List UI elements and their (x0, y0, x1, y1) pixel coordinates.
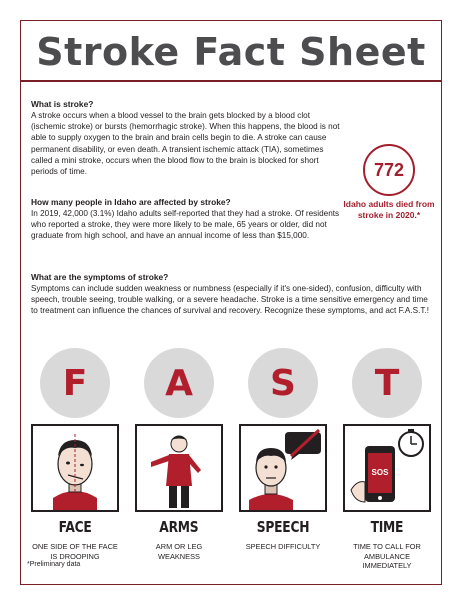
arms-icon (135, 424, 223, 512)
fast-word: ARMS (159, 518, 199, 536)
death-count-badge: 772 (363, 144, 415, 196)
fast-description: TIME TO CALL FOR AMBULANCE IMMEDIATELY (353, 542, 421, 570)
fast-letter: A (144, 348, 214, 418)
death-count-caption: Idaho adults died from stroke in 2020.* (343, 199, 435, 221)
fast-description: ONE SIDE OF THE FACE IS DROOPING (32, 542, 118, 561)
section-question: What is stroke? (31, 99, 94, 109)
fast-item-time (343, 348, 431, 571)
fast-letter: F (40, 348, 110, 418)
fast-letter: T (352, 348, 422, 418)
fast-description: SPEECH DIFFICULTY (245, 542, 321, 551)
phone-sos-label: SOS (371, 468, 389, 477)
page-title: Stroke Fact Sheet (36, 30, 426, 74)
fast-item-speech (239, 348, 327, 552)
section-question: How many people in Idaho are affected by stroke? (31, 197, 231, 207)
footnote: *Preliminary data (27, 561, 81, 568)
fast-item-face (31, 348, 119, 561)
fast-acronym-row (31, 348, 431, 588)
section-body: Symptoms can include sudden weakness or numbness (especially if it's one-sided), confusion, difficulty with speech, trouble seeing, trouble walking, or a severe headache. Stroke is a time sensitive emergency and time to treatment can influence the chances of survival and recovery. Recognize these symptoms, and act F.A.S.T.! (31, 284, 430, 316)
section-symptoms (31, 272, 436, 317)
title-divider (20, 80, 442, 82)
fast-word: TIME (370, 518, 404, 536)
fast-word: FACE (58, 518, 92, 536)
fast-letter: S (248, 348, 318, 418)
phone-clock-icon (343, 424, 431, 512)
section-body: In 2019, 42,000 (3.1%) Idaho adults self-reported that they had a stroke. Of residents who reported a stroke, they were more likely to be male, 65 years or older, did not graduate from high school, and have an annual income of less than $15,000. (31, 209, 340, 241)
fast-description: ARM OR LEG WEAKNESS (155, 542, 203, 561)
face-icon (31, 424, 119, 512)
fast-word: SPEECH (256, 518, 310, 536)
section-question: What are the symptoms of stroke? (31, 272, 169, 282)
speech-icon (239, 424, 327, 512)
section-idaho-affected (31, 197, 343, 242)
fast-item-arms (135, 348, 223, 561)
section-body: A stroke occurs when a blood vessel to the brain gets blocked by a blood clot (ischemic stroke) or bursts (hemorrhagic stroke). When this happens, the blood is not able to supply oxygen to the brain and brain cells begin to die. A stroke can cause permanent disability, or even death. A transient ischemic attack (TIA), sometimes called a mini stroke, occurs when the blood flow to the brain is blocked for short periods of time. (31, 111, 340, 177)
section-what-is-stroke (31, 99, 343, 177)
